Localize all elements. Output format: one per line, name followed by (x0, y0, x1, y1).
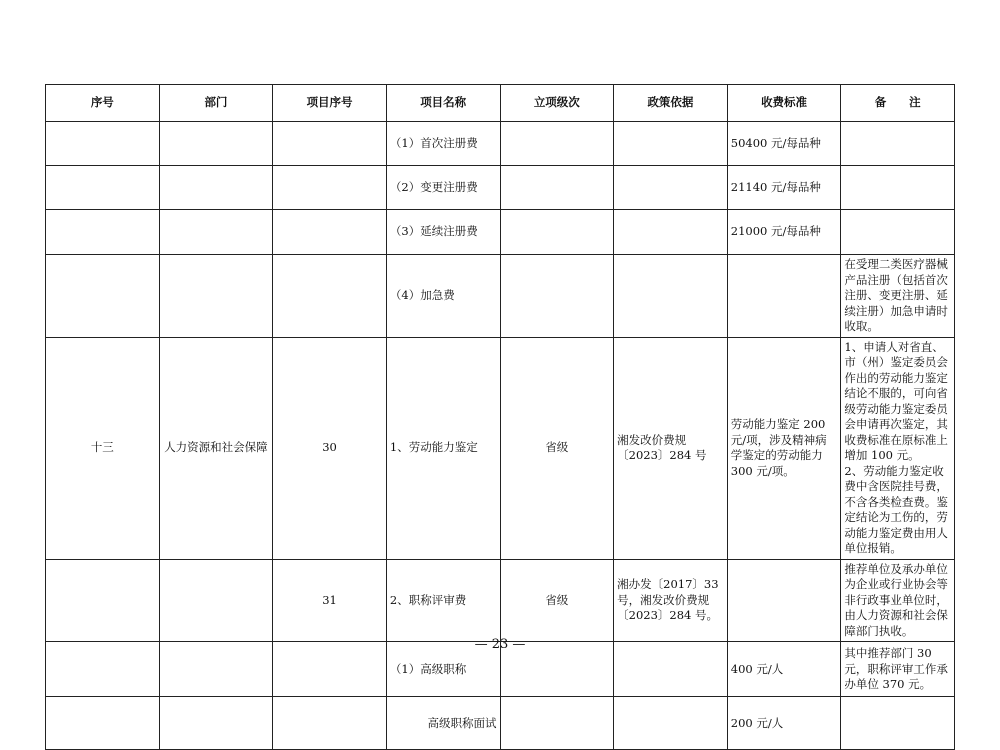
cell-remark: 其中推荐部门 30 元，职称评审工作承办单位 370 元。 (841, 642, 955, 697)
header-item-no: 项目序号 (273, 85, 387, 122)
cell-fee: 劳动能力鉴定 200 元/项，涉及精神病学鉴定的劳动能力 300 元/项。 (727, 337, 841, 559)
cell-fee: 50400 元/每品种 (727, 122, 841, 166)
cell-level (500, 255, 614, 338)
cell-item-no (273, 166, 387, 210)
cell-remark: 1、申请人对省直、市（州）鉴定委员会作出的劳动能力鉴定结论不服的，可向省级劳动能力鉴定委员会申请再次鉴定，其收费标准在原标准上增加 100 元。 2、劳动能力鉴定收费中含医院挂号费，不含各类检查费。鉴定结论为工伤的，劳动能力鉴定费由用人单位报销。 (841, 337, 955, 559)
table-row (46, 210, 955, 255)
cell-seq (46, 697, 160, 750)
cell-policy (614, 697, 728, 750)
cell-item-name: （1）高级职称 (386, 642, 500, 697)
cell-fee: 200 元/人 (727, 697, 841, 750)
cell-remark (841, 697, 955, 750)
cell-seq (46, 255, 160, 338)
cell-seq (46, 210, 160, 255)
cell-policy (614, 166, 728, 210)
cell-level: 省级 (500, 559, 614, 642)
cell-level (500, 210, 614, 255)
cell-level (500, 697, 614, 750)
cell-remark (841, 122, 955, 166)
table-row (46, 337, 955, 559)
cell-item-name: 高级职称面试 (386, 697, 500, 750)
cell-policy: 湘办发〔2017〕33 号，湘发改价费规〔2023〕284 号。 (614, 559, 728, 642)
cell-item-name: 1、劳动能力鉴定 (386, 337, 500, 559)
cell-remark (841, 210, 955, 255)
cell-seq: 十三 (46, 337, 160, 559)
cell-item-name: （4）加急费 (386, 255, 500, 338)
cell-item-name: 2、职称评审费 (386, 559, 500, 642)
cell-remark: 在受理二类医疗器械产品注册（包括首次注册、变更注册、延续注册）加急申请时收取。 (841, 255, 955, 338)
header-remark: 备 注 (841, 85, 955, 122)
cell-policy (614, 255, 728, 338)
table-row (46, 255, 955, 338)
header-fee: 收费标准 (727, 85, 841, 122)
cell-remark (841, 166, 955, 210)
cell-fee (727, 255, 841, 338)
cell-item-no (273, 697, 387, 750)
cell-dept (159, 166, 273, 210)
cell-item-name: （3）延续注册费 (386, 210, 500, 255)
cell-dept (159, 559, 273, 642)
cell-item-no (273, 210, 387, 255)
cell-policy: 湘发改价费规〔2023〕284 号 (614, 337, 728, 559)
cell-level (500, 122, 614, 166)
cell-dept (159, 697, 273, 750)
cell-fee: 400 元/人 (727, 642, 841, 697)
page-number: — 23 — (474, 637, 526, 652)
header-item-name: 项目名称 (386, 85, 500, 122)
cell-seq (46, 122, 160, 166)
cell-item-no (273, 255, 387, 338)
cell-item-no: 30 (273, 337, 387, 559)
cell-dept (159, 210, 273, 255)
cell-item-no: 31 (273, 559, 387, 642)
cell-level: 省级 (500, 337, 614, 559)
cell-item-no (273, 122, 387, 166)
table-row (46, 559, 955, 642)
cell-item-name: （1）首次注册费 (386, 122, 500, 166)
table-row (46, 166, 955, 210)
header-policy: 政策依据 (614, 85, 728, 122)
table-row (46, 122, 955, 166)
cell-item-name: （2）变更注册费 (386, 166, 500, 210)
cell-policy (614, 210, 728, 255)
cell-dept: 人力资源和社会保障 (159, 337, 273, 559)
cell-seq (46, 559, 160, 642)
header-seq: 序号 (46, 85, 160, 122)
table-header-row (46, 85, 955, 122)
header-dept: 部门 (159, 85, 273, 122)
cell-fee: 21000 元/每品种 (727, 210, 841, 255)
header-level: 立项级次 (500, 85, 614, 122)
cell-fee: 21140 元/每品种 (727, 166, 841, 210)
table-row (46, 697, 955, 750)
cell-dept (159, 122, 273, 166)
cell-seq (46, 166, 160, 210)
cell-fee (727, 559, 841, 642)
cell-dept (159, 255, 273, 338)
cell-level (500, 166, 614, 210)
cell-policy (614, 122, 728, 166)
cell-remark: 推荐单位及承办单位为企业或行业协会等非行政事业单位时，由人力资源和社会保障部门执收。 (841, 559, 955, 642)
